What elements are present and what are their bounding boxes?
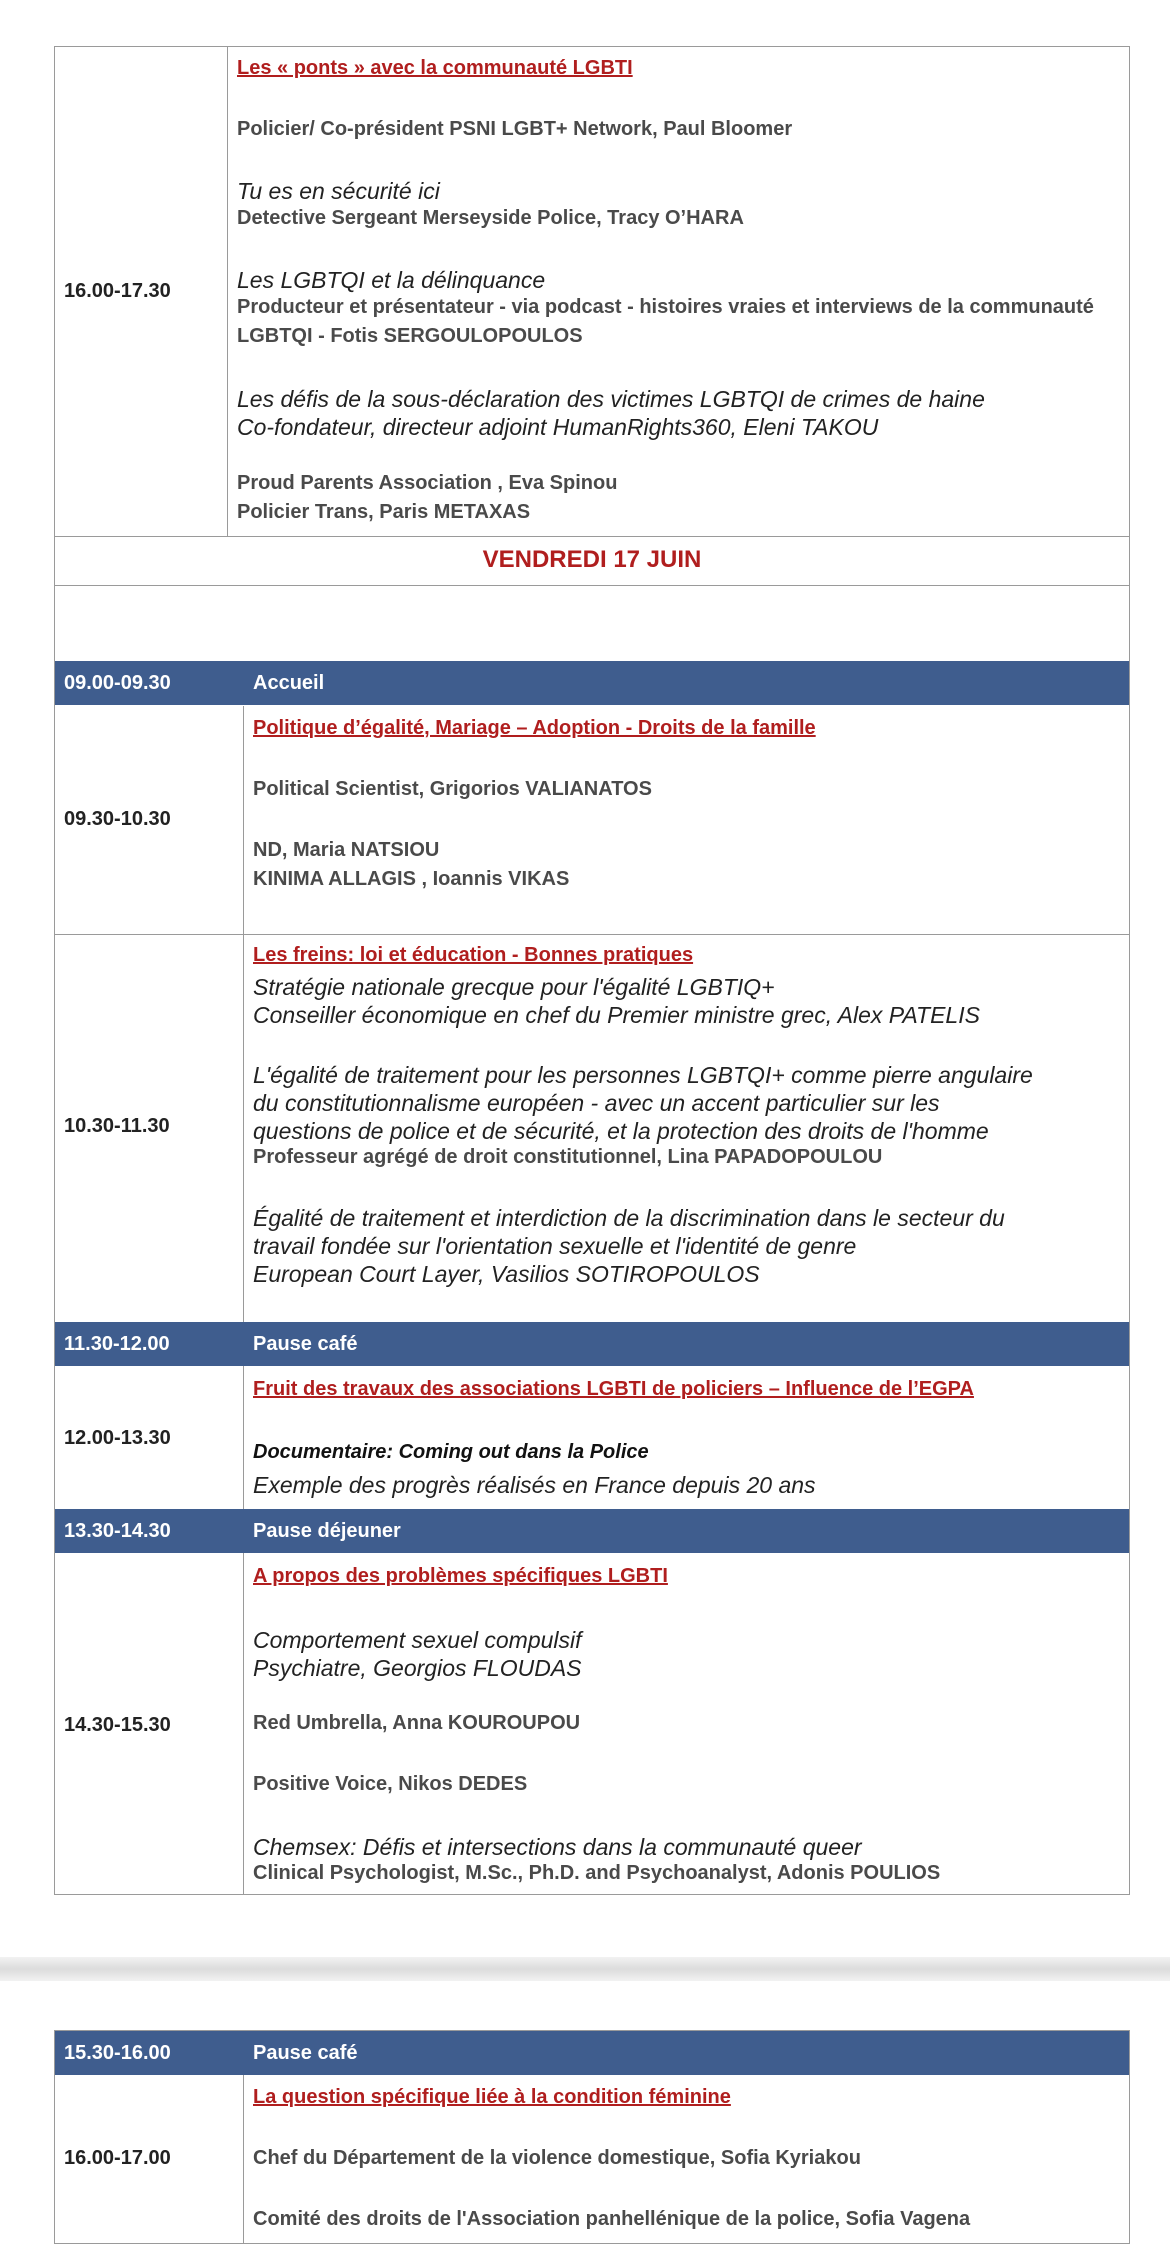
schedule-table-1 xyxy=(54,46,1130,1894)
talk-title: Conseiller économique en chef du Premier ministre grec, Alex PATELIS xyxy=(253,1002,980,1028)
time-slot: 10.30-11.30 xyxy=(64,1115,170,1137)
bar-label: Pause café xyxy=(253,2042,358,2064)
agenda-bar xyxy=(55,661,1129,705)
talk-title: Psychiatre, Georgios FLOUDAS xyxy=(253,1655,582,1681)
talk-title: questions de police et de sécurité, et la protection des droits de l'homme xyxy=(253,1118,989,1144)
talk-title: travail fondée sur l'orientation sexuelle et l'identité de genre xyxy=(253,1233,857,1259)
talk-title: Co-fondateur, directeur adjoint HumanRights360, Eleni TAKOU xyxy=(237,414,879,440)
bar-label: Pause déjeuner xyxy=(253,1520,401,1542)
agenda-bar xyxy=(55,2031,1129,2075)
speaker-line: Red Umbrella, Anna KOUROUPOU xyxy=(253,1712,581,1734)
talk-title: du constitutionnalisme européen - avec un accent particulier sur les xyxy=(253,1090,940,1116)
speaker-line: Proud Parents Association , Eva Spinou xyxy=(237,472,618,494)
talk-title: European Court Layer, Vasilios SOTIROPOULOS xyxy=(253,1261,760,1287)
talk-title: Exemple des progrès réalisés en France depuis 20 ans xyxy=(253,1472,816,1498)
speaker-line: Professeur agrégé de droit constitutionnel, Lina PAPADOPOULOU xyxy=(253,1146,883,1168)
time-slot: 16.00-17.30 xyxy=(64,280,171,302)
day-heading: VENDREDI 17 JUIN xyxy=(482,546,702,573)
page-divider xyxy=(0,1957,1170,1981)
bar-label: Accueil xyxy=(253,672,325,694)
documentary-title: Documentaire: Coming out dans la Police xyxy=(253,1441,649,1463)
session-title: A propos des problèmes spécifiques LGBTI xyxy=(253,1565,668,1587)
session-title: Les freins: loi et éducation - Bonnes pratiques xyxy=(253,944,694,966)
talk-title: Tu es en sécurité ici xyxy=(237,178,440,204)
session-title: Fruit des travaux des associations LGBTI de policiers – Influence de l’EGPA xyxy=(253,1378,974,1400)
agenda-bar xyxy=(55,1509,1129,1553)
time-slot: 09.00-09.30 xyxy=(64,672,171,694)
time-slot: 14.30-15.30 xyxy=(64,1714,171,1736)
speaker-line: Policier/ Co-président PSNI LGBT+ Network, Paul Bloomer xyxy=(237,118,793,140)
talk-title: Les défis de la sous-déclaration des victimes LGBTQI de crimes de haine xyxy=(237,386,985,412)
time-slot: 11.30-12.00 xyxy=(64,1333,170,1355)
session-title: Politique d’égalité, Mariage – Adoption - Droits de la famille xyxy=(253,717,816,739)
talk-title: Chemsex: Défis et intersections dans la communauté queer xyxy=(253,1834,862,1860)
speaker-line: Comité des droits de l'Association panhellénique de la police, Sofia Vagena xyxy=(253,2208,971,2230)
session-title: Les « ponts » avec la communauté LGBTI xyxy=(237,57,633,79)
bar-label: Pause café xyxy=(253,1333,358,1355)
speaker-line: Producteur et présentateur - via podcast - histoires vraies et interviews de la communauté xyxy=(237,296,1094,318)
speaker-line: Detective Sergeant Merseyside Police, Tracy O’HARA xyxy=(237,207,744,229)
speaker-line: KINIMA ALLAGIS , Ioannis VIKAS xyxy=(253,868,570,890)
session-title: La question spécifique liée à la condition féminine xyxy=(253,2086,731,2108)
talk-title: Les LGBTQI et la délinquance xyxy=(237,267,546,293)
time-slot: 16.00-17.00 xyxy=(64,2147,171,2169)
speaker-line: Clinical Psychologist, M.Sc., Ph.D. and Psychoanalyst, Adonis POULIOS xyxy=(253,1862,941,1884)
time-slot: 12.00-13.30 xyxy=(64,1427,171,1449)
speaker-line: ND, Maria NATSIOU xyxy=(253,839,440,861)
speaker-line: LGBTQI - Fotis SERGOULOPOULOS xyxy=(237,325,583,347)
time-slot: 09.30-10.30 xyxy=(64,808,171,830)
talk-title: L'égalité de traitement pour les personnes LGBTQI+ comme pierre angulaire xyxy=(253,1062,1033,1088)
speaker-line: Positive Voice, Nikos DEDES xyxy=(253,1773,528,1795)
time-slot: 13.30-14.30 xyxy=(64,1520,171,1542)
talk-title: Égalité de traitement et interdiction de la discrimination dans le secteur du xyxy=(253,1205,1005,1231)
talk-title: Comportement sexuel compulsif xyxy=(253,1627,582,1653)
speaker-line: Political Scientist, Grigorios VALIANATOS xyxy=(253,778,652,800)
time-slot: 15.30-16.00 xyxy=(64,2042,171,2064)
speaker-line: Policier Trans, Paris METAXAS xyxy=(237,501,531,523)
agenda-bar xyxy=(55,1322,1129,1366)
speaker-line: Chef du Département de la violence domestique, Sofia Kyriakou xyxy=(253,2147,861,2169)
talk-title: Stratégie nationale grecque pour l'égalité LGBTIQ+ xyxy=(253,974,775,1000)
